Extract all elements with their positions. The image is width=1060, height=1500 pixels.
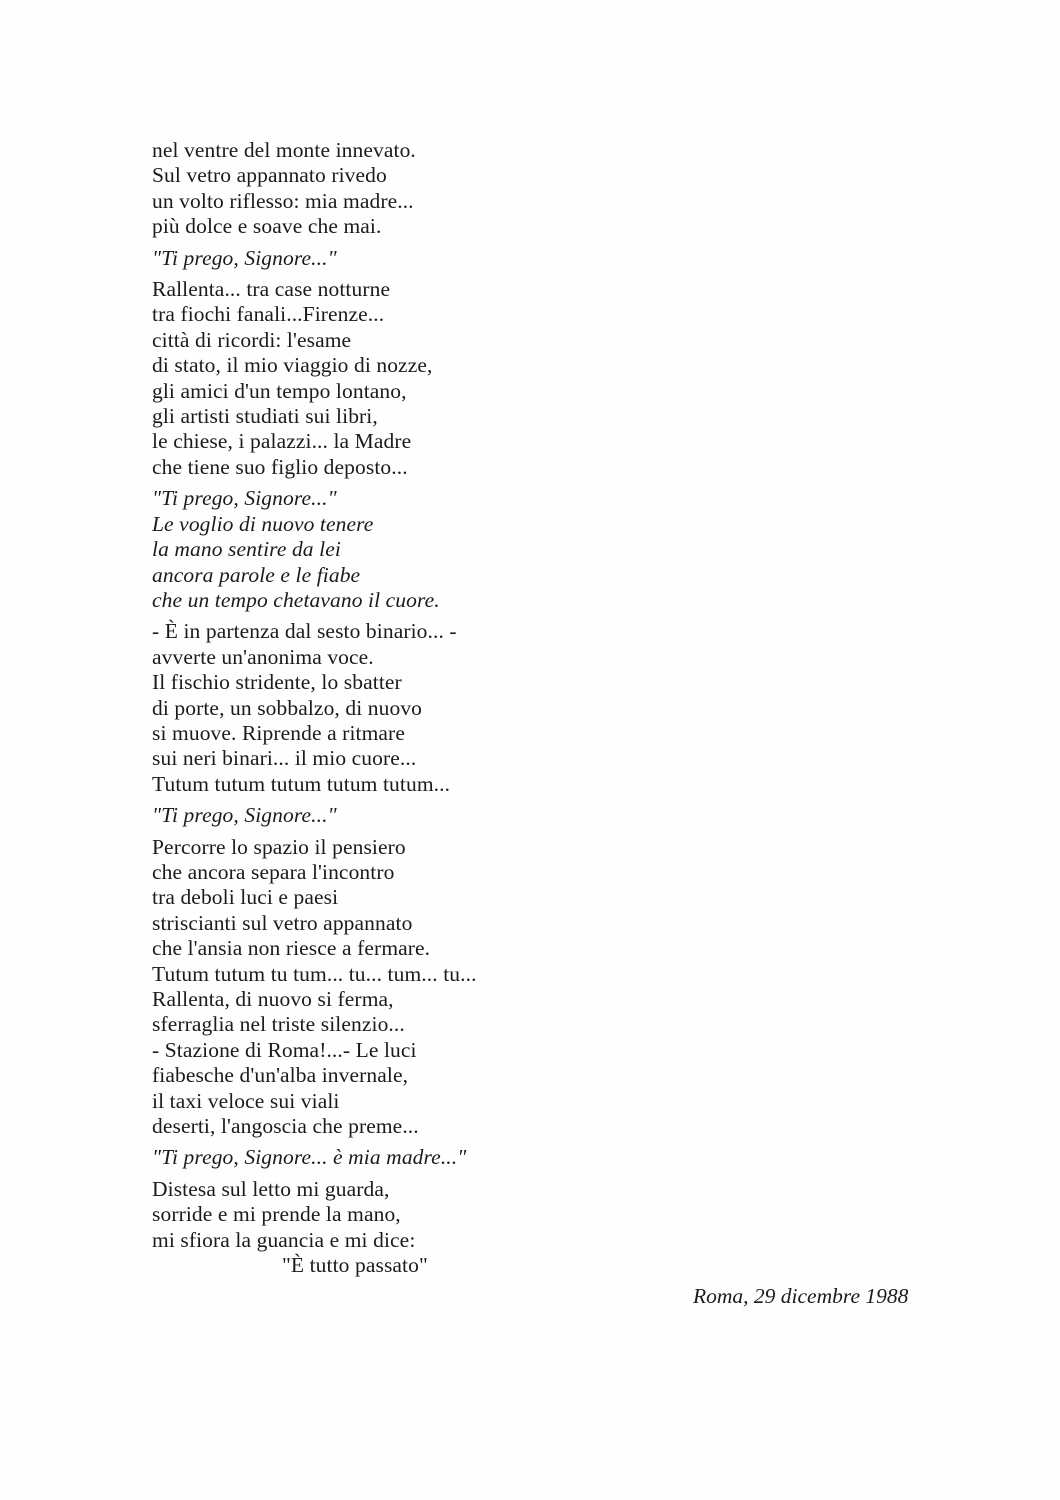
poem-line: tra deboli luci e paesi	[152, 885, 339, 910]
poem-line: "Ti prego, Signore..."	[152, 486, 337, 511]
poem-line: che tiene suo figlio deposto...	[152, 454, 408, 479]
poem-line: sorride e mi prende la mano,	[152, 1202, 401, 1227]
poem-line: gli amici d'un tempo lontano,	[152, 378, 407, 403]
poem-line: striscianti sul vetro appannato	[152, 910, 413, 935]
poem-line: il taxi veloce sui viali	[152, 1088, 340, 1113]
poem-line: le chiese, i palazzi... la Madre	[152, 429, 412, 454]
poem-line: si muove. Riprende a ritmare	[152, 720, 405, 745]
poem-line: di stato, il mio viaggio di nozze,	[152, 353, 433, 378]
poem-line: Percorre lo spazio il pensiero	[152, 834, 406, 859]
poem-line: Sul vetro appannato rivedo	[152, 163, 387, 188]
poem-line: città di ricordi: l'esame	[152, 327, 352, 352]
poem-line: di porte, un sobbalzo, di nuovo	[152, 695, 423, 720]
poem-line: avverte un'anonima voce.	[152, 644, 374, 669]
poem-line: "Ti prego, Signore..."	[152, 803, 337, 828]
poem-line: fiabesche d'un'alba invernale,	[152, 1063, 409, 1088]
poem-line: Rallenta... tra case notturne	[152, 277, 391, 302]
poem-line: Le voglio di nuovo tenere	[152, 511, 374, 536]
poem-line: mi sfiora la guancia e mi dice:	[152, 1227, 416, 1252]
poem-line: Distesa sul letto mi guarda,	[152, 1176, 390, 1201]
poem-line: che un tempo chetavano il cuore.	[152, 587, 440, 612]
poem-line: Tutum tutum tu tum... tu... tum... tu...	[152, 961, 477, 986]
stanza	[152, 803, 952, 828]
poem-line: Rallenta, di nuovo si ferma,	[152, 987, 394, 1011]
poem-stanzas	[152, 138, 952, 1278]
poem-line: - È in partenza dal sesto binario... -	[152, 619, 457, 644]
stanza	[152, 1145, 952, 1170]
poem-body	[152, 138, 952, 1310]
stanza	[152, 835, 952, 1140]
poem-line: più dolce e soave che mai.	[152, 214, 382, 239]
poem-line: - Stazione di Roma!...- Le luci	[152, 1037, 417, 1062]
stanza	[152, 277, 952, 480]
poem-line: deserti, l'angoscia che preme...	[152, 1114, 419, 1139]
stanza	[152, 486, 952, 613]
stanza	[152, 246, 952, 271]
poem-line: un volto riflesso: mia madre...	[152, 188, 414, 213]
poem-line: Il fischio stridente, lo sbatter	[152, 670, 402, 695]
poem-line: la mano sentire da lei	[152, 537, 341, 562]
poem-line: tra fiochi fanali...Firenze...	[152, 302, 385, 327]
poem-line: "È tutto passato"	[282, 1253, 428, 1278]
poem-line: "Ti prego, Signore... è mia madre..."	[152, 1145, 467, 1170]
poem-line: "Ti prego, Signore..."	[152, 245, 337, 270]
poem-line: Tutum tutum tutum tutum tutum...	[152, 771, 451, 796]
dateline: Roma, 29 dicembre 1988	[693, 1284, 909, 1309]
poem-line: che l'ansia non riesce a fermare.	[152, 936, 431, 961]
poem-line: sferraglia nel triste silenzio...	[152, 1012, 405, 1037]
poem-line: nel ventre del monte innevato.	[152, 138, 416, 162]
poem-line: sui neri binari... il mio cuore...	[152, 746, 417, 771]
stanza	[152, 138, 952, 240]
poem-line: ancora parole e le fiabe	[152, 562, 361, 587]
stanza	[152, 1177, 952, 1279]
poem-line: gli artisti studiati sui libri,	[152, 404, 378, 429]
stanza	[152, 619, 952, 797]
poem-line: che ancora separa l'incontro	[152, 859, 395, 884]
